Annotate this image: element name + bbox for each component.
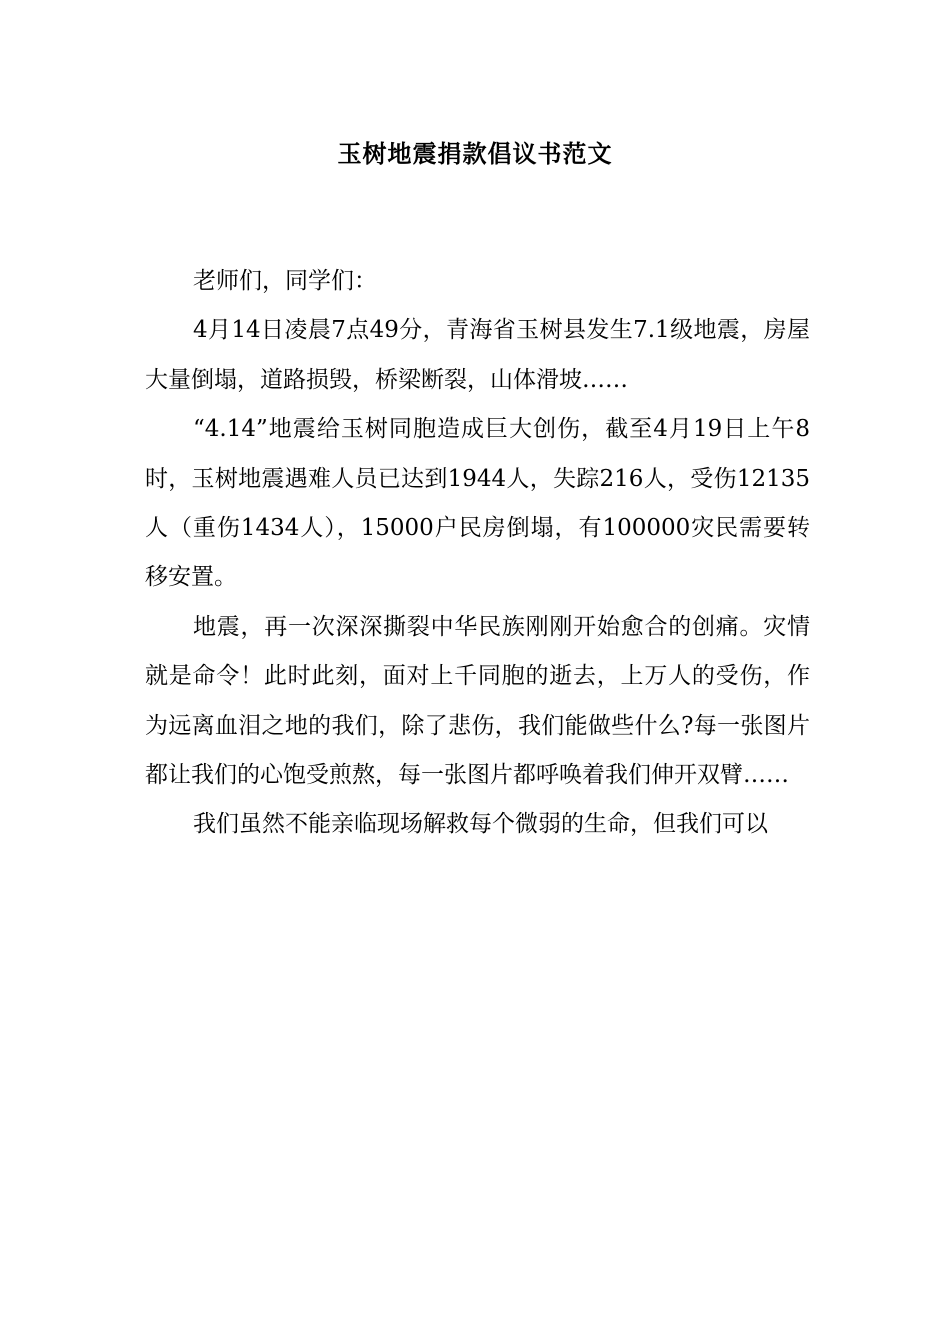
paragraph-casualty-statistics: “4.14”地震给玉树同胞造成巨大创伤，截至4月19日上午8时，玉树地震遇难人员已达到1944人，失踪216人，受伤12135人（重伤1434人），15000户民房倒塌，有100000灾民需要转移安置。	[145, 416, 810, 591]
paragraph-salutation: 老师们，同学们：	[193, 268, 377, 294]
paragraph-appeal: 我们虽然不能亲临现场解救每个微弱的生命，但我们可以	[193, 811, 768, 838]
paragraph-call-to-action: 地震，再一次深深撕裂中华民族刚刚开始愈合的创痛。灾情就是命令！此时此刻，面对上千同胞的逝去，上万人的受伤，作为远离血泪之地的我们，除了悲伤，我们能做些什么?每一张图片都让我们的心饱受煎熬，每一张图片都呼唤着我们伸开双臂……	[145, 613, 810, 789]
document-body	[145, 257, 810, 850]
document-title: 玉树地震捐款倡议书范文	[337, 139, 613, 168]
paragraph-earthquake-event: 4月14日凌晨7点49分，青海省玉树县发生7.1级地震，房屋大量倒塌，道路损毁，桥梁断裂，山体滑坡……	[145, 317, 810, 393]
